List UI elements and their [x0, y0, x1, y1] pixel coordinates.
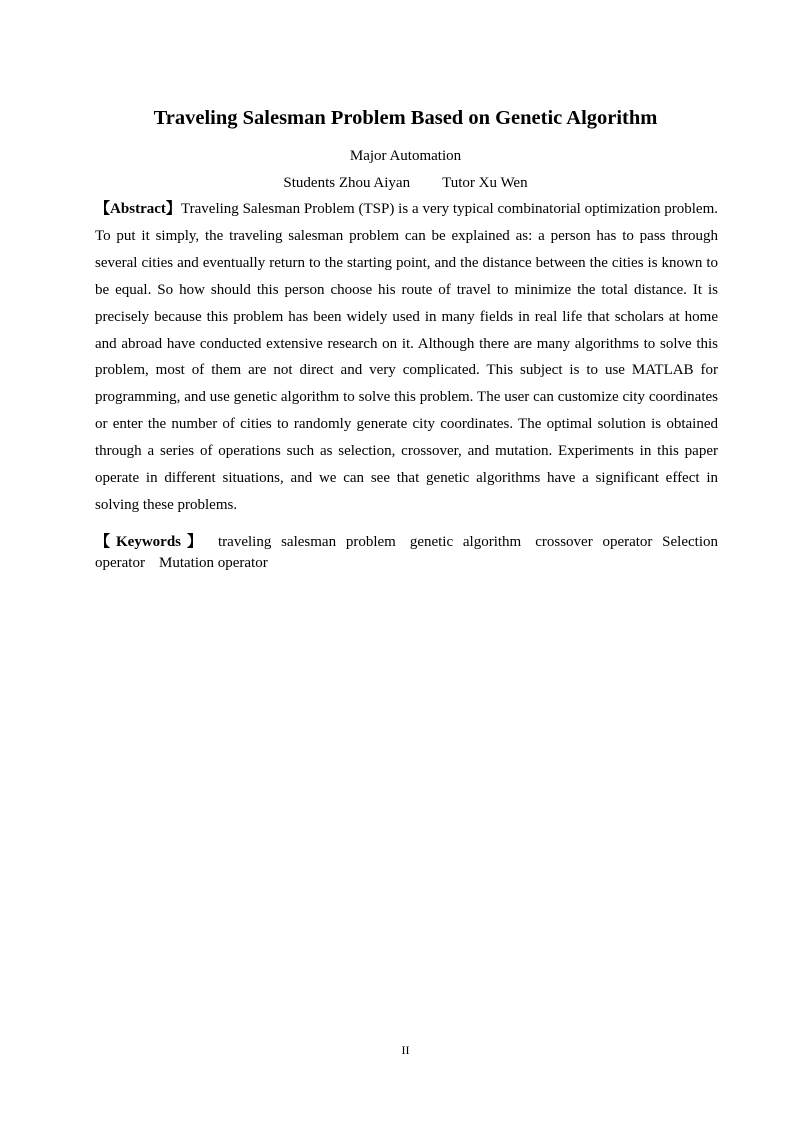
keyword-item: Mutation operator — [158, 555, 268, 571]
abstract-label: 【Abstract】 — [95, 201, 181, 217]
keyword-item: traveling salesman problem — [218, 534, 396, 550]
abstract-text: Traveling Salesman Problem (TSP) is a very typical combinatorial optimization problem. To put it simply, the traveling salesman problem can be explained as: a person has to pass through several cities and eventually return to the starting point, and the distance between the cities is known to be equal. So how should this person choose his route of travel to minimize the total distance. It is precisely because this problem has been widely used in many fields in real life that scholars at home and abroad have conducted extensive research on it. Although there are many algorithms to solve this problem, most of them are not direct and very complicated. This subject is to use MATLAB for programming, and use genetic algorithm to solve this problem. The user can customize city coordinates or enter the number of cities to randomly generate city coordinates. The optimal solution is obtained through a series of operations such as selection, crossover, and mutation. Experiments in this paper operate in different situations, and we can see that genetic algorithms have a significant effect in solving these problems. — [95, 201, 718, 513]
tutor-name: Tutor Xu Wen — [442, 175, 528, 191]
keywords-paragraph — [95, 532, 718, 574]
keywords-label: 【Keywords】 — [95, 534, 209, 550]
document-title: Traveling Salesman Problem Based on Genetic Algorithm — [153, 107, 658, 129]
keyword-item: crossover operator Selection operator — [95, 534, 718, 571]
keyword-item: genetic algorithm — [409, 534, 522, 550]
page-number: II — [401, 1043, 410, 1057]
students-name: Students Zhou Aiyan — [283, 175, 411, 191]
author-line — [0, 172, 793, 194]
major-line: Major Automation — [349, 148, 462, 164]
abstract-paragraph — [95, 196, 718, 519]
